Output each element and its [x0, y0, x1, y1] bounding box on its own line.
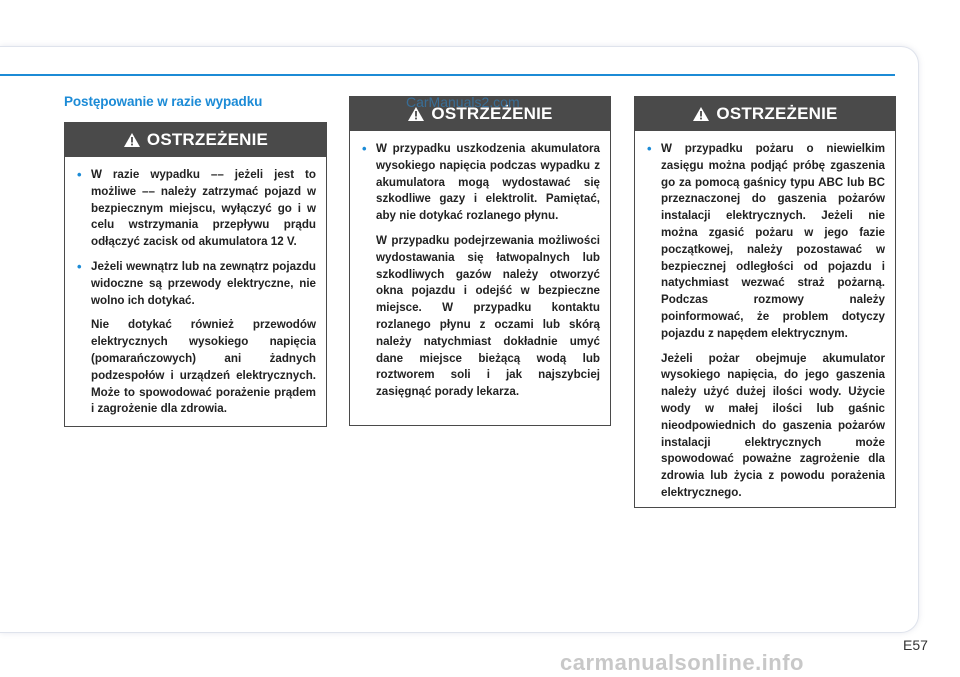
warning-bullet-item: • W przypadku pożaru o niewielkim zasięgu można podjąć próbę zgaszenia go za pomocą gaśnicy typu ABC lub BC przeznaczonej do gaszenia pożarów instalacji elektrycznych. Jeżeli nie można zgasić pożaru w jego fazie początkowej, należy pozostawać w bezpiecznej odległości od pojazdu i natychmiast wezwać straż pożarną. Podczas rozmowy należy poinformować, że problem dotyczy pojazdu z napędem elektrycznym. [647, 141, 885, 340]
warning-body [350, 131, 610, 417]
warning-title: OSTRZEŻENIE [146, 130, 269, 149]
warning-paragraph: W przypadku podejrzewania możliwości wydostawania się łatwopalnych lub szkodliwych gazów należy otworzyć okna pojazdu i odejść w bezpieczne miejsce. W przypadku kontaktu rozlanego płynu z oczami lub skórą należy natychmiast dokładnie umyć dane miejsce bieżącą wodą lub roztworem soli i jak najszybciej zasięgnąć porady lekarza. [376, 233, 600, 399]
watermark-top: CarManuals2.com [406, 94, 520, 110]
bullet-dot: • [77, 167, 82, 182]
page-number: E57 [903, 637, 928, 653]
warning-paragraph: Nie dotykać również przewodów elektrycznych wysokiego napięcia (pomarańczowych) ani żadnych podzespołów i urządzeń elektrycznych. Może to spowodować porażenie prądem i zagrożenie dla zdrowia. [91, 318, 316, 416]
warning-box-2 [349, 96, 611, 426]
warning-paragraph: Jeżeli pożar obejmuje akumulator wysokiego napięcia, do jego gaszenia należy użyć dużej ilości wody. Użycie wody w małej ilości lub gaśnic nieodpowiednich do gaszenia pożarów instalacji elektrycznych może spowodować poważne zagrożenie dla zdrowia lub życia z powodu porażenia elektrycznego. [661, 351, 885, 499]
section-title: Postępowanie w razie wypadku [64, 94, 263, 109]
warning-bullet-item: • W razie wypadku –– jeżeli jest to możliwe –– należy zatrzymać pojazd w bezpiecznym miejscu, wyłączyć go i w celu wstrzymania przepływu prądu odłączyć zacisk od akumulatora 12 V. [77, 167, 316, 249]
header-rule [0, 74, 895, 76]
warning-body [65, 157, 326, 434]
footer-watermark: carmanualsonline.info [560, 650, 804, 675]
warning-triangle-icon [123, 132, 141, 148]
warning-header [65, 123, 326, 157]
warning-header [635, 97, 895, 131]
warning-bullet-item: • Jeżeli wewnątrz lub na zewnątrz pojazdu widoczne są przewody elektryczne, nie wolno ich dotykać. [77, 258, 316, 307]
warning-title: OSTRZEŻENIE [431, 104, 553, 123]
bullet-dot: • [647, 141, 652, 156]
bullet-dot: • [362, 141, 367, 156]
warning-bullet-item: • W przypadku uszkodzenia akumulatora wysokiego napięcia podczas wypadku z akumulatora mogą wydostawać się szkodliwe gazy i elektrolit. Pamiętać, aby nie dotykać rozlanego płynu. [362, 141, 600, 223]
warning-box-3 [634, 96, 896, 508]
warning-title: OSTRZEŻENIE [716, 104, 838, 123]
warning-triangle-icon [692, 106, 710, 122]
warning-box-1 [64, 122, 327, 427]
warning-body [635, 131, 895, 518]
bullet-dot: • [77, 258, 82, 274]
